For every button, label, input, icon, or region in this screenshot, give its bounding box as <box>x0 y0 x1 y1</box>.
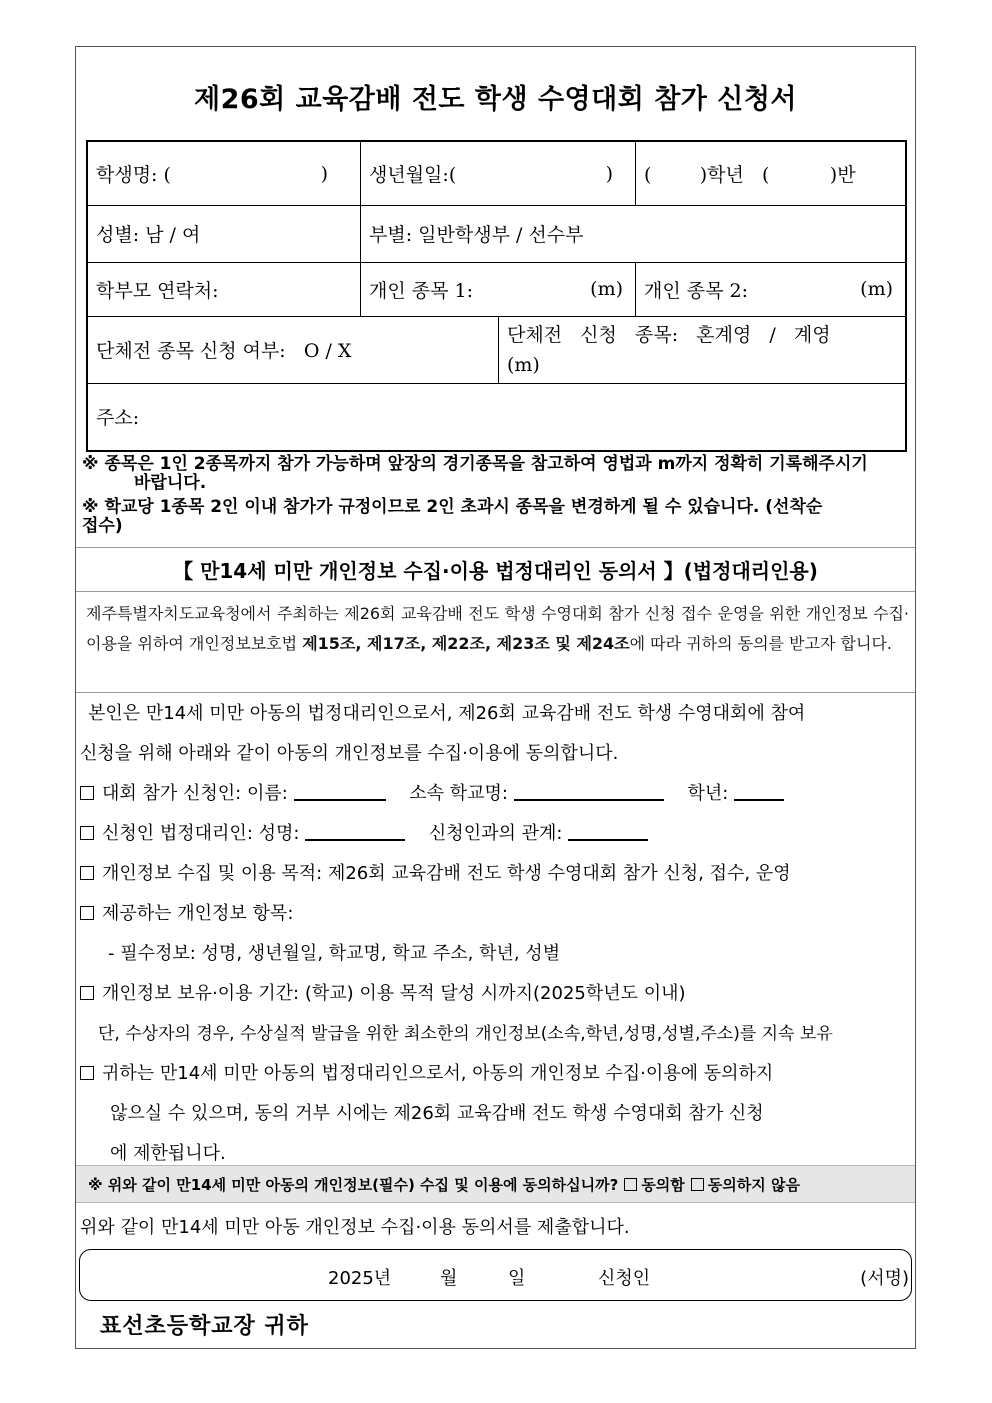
checkbox-icon <box>80 986 94 1000</box>
item-refusal: 귀하는 만14세 미만 아동의 법정대리인으로서, 아동의 개인정보 수집·이용에 동의하지 <box>80 1059 909 1085</box>
school-name-blank[interactable] <box>514 783 664 801</box>
birthdate-cell[interactable]: 생년월일:( ) <box>360 142 635 205</box>
submit-statement: 위와 같이 만14세 미만 아동 개인정보 수집·이용 동의서를 제출합니다. <box>80 1217 630 1238</box>
gender-cell[interactable]: 성별: 남 / 여 <box>96 224 201 246</box>
address-cell[interactable]: 주소: <box>96 407 140 429</box>
row-team <box>88 316 905 384</box>
item-data-fields-sub: - 필수정보: 성명, 생년월일, 학교명, 학교 주소, 학년, 성별 <box>108 943 561 964</box>
addressee: 표선초등학교장 귀하 <box>100 1314 309 1339</box>
divider <box>76 692 915 693</box>
relation-blank[interactable] <box>568 823 648 841</box>
row-address <box>88 383 905 450</box>
item-guardian: 신청인 법정대리인: 성명: 신청인과의 관계: <box>80 819 909 845</box>
item-purpose: 개인정보 수집 및 이용 목적: 제26회 교육감배 전도 학생 수영대회 참가 신청, 접수, 운영 <box>80 859 909 885</box>
checkbox-icon <box>80 906 94 920</box>
checkbox-icon <box>80 826 94 840</box>
division-cell[interactable]: 부별: 일반학생부 / 선수부 <box>360 205 905 262</box>
consent-body-line2: 신청을 위해 아래와 같이 아동의 개인정보를 수집·이용에 동의합니다. <box>80 743 619 764</box>
guardian-name-blank[interactable] <box>305 823 405 841</box>
applicant-name-blank[interactable] <box>294 783 386 801</box>
checkbox-icon <box>80 786 94 800</box>
event1-cell[interactable]: 개인 종목 1: (m) <box>360 262 635 316</box>
item-data-fields: 제공하는 개인정보 항목: <box>80 899 909 925</box>
signature-field[interactable]: (서명) <box>860 1268 909 1289</box>
month-text[interactable]: 월 <box>440 1268 458 1289</box>
item-refusal-line2: 않으실 수 있으며, 동의 거부 시에는 제26회 교육감배 전도 학생 수영대회 참가 신청 <box>110 1103 764 1124</box>
item-refusal-line3: 에 제한됩니다. <box>110 1143 226 1164</box>
applicant-text: 신청인 <box>598 1268 651 1289</box>
parent-contact-cell[interactable]: 학부모 연락처: <box>96 279 219 302</box>
agree-checkbox[interactable] <box>624 1178 637 1191</box>
checkbox-icon <box>80 866 94 880</box>
checkbox-icon <box>80 1066 94 1080</box>
day-text[interactable]: 일 <box>508 1268 526 1289</box>
row-gender-division <box>88 205 905 263</box>
signature-box <box>79 1249 912 1301</box>
team-apply-cell[interactable]: 단체전 종목 신청 여부: O / X <box>96 340 352 362</box>
consent-question: ※ 위와 같이 만14세 미만 아동의 개인정보(필수) 수집 및 이용에 동의하십니까? 동의함 동의하지 않음 <box>76 1165 915 1203</box>
note-limit: ※ 학교당 1종목 2인 이내 참가가 규정이므로 2인 초과시 종목을 변경하게 될 수 있습니다. (선착순 접수) <box>82 497 823 536</box>
team-event-cell[interactable]: 단체전 신청 종목: 혼계영 / 계영 (m) <box>498 316 905 383</box>
consent-intro: 제주특별자치도교육청에서 주최하는 제26회 교육감배 전도 학생 수영대회 참가 신청 접수 운영을 위한 개인정보 수집·이용을 위하여 개인정보보호법 제15조, 제17조, 제22조, 제23조 및 제24조에 따라 귀하의 동의를 받고자 합니다. <box>86 604 909 653</box>
consent-body-line1: 본인은 만14세 미만 아동의 법정대리인으로서, 제26회 교육감배 전도 학생 수영대회에 참여 <box>88 703 806 724</box>
grade-blank[interactable] <box>734 783 784 801</box>
row-contact-events <box>88 262 905 317</box>
divider <box>76 547 915 548</box>
divider <box>76 591 915 592</box>
disagree-checkbox[interactable] <box>691 1178 704 1191</box>
application-form-page <box>75 46 916 1349</box>
form-title: 제26회 교육감배 전도 학생 수영대회 참가 신청서 <box>193 84 798 115</box>
student-name-cell[interactable]: 학생명: ( ) <box>96 162 328 186</box>
item-retention-sub: 단, 수상자의 경우, 수상실적 발급을 위한 최소한의 개인정보(소속,학년,성명,성별,주소)를 지속 보유 <box>98 1024 833 1044</box>
application-table <box>86 140 907 452</box>
item-retention: 개인정보 보유·이용 기간: (학교) 이용 목적 달성 시까지(2025학년도 이내) <box>80 979 909 1005</box>
row-student-info <box>88 142 905 206</box>
grade-class-cell[interactable]: ( )학년 ( )반 <box>635 142 905 205</box>
year-text: 2025년 <box>328 1268 392 1289</box>
event2-cell[interactable]: 개인 종목 2: (m) <box>635 262 905 316</box>
consent-title: 【 만14세 미만 개인정보 수집·이용 법정대리인 동의서 】(법정대리인용) <box>173 559 818 583</box>
note-events: ※ 종목은 1인 2종목까지 참가 가능하며 앞장의 경기종목을 참고하여 영법과 m까지 정확히 기록해주시기 바랍니다. <box>82 454 868 493</box>
item-applicant: 대회 참가 신청인: 이름: 소속 학교명: 학년: <box>80 779 909 805</box>
